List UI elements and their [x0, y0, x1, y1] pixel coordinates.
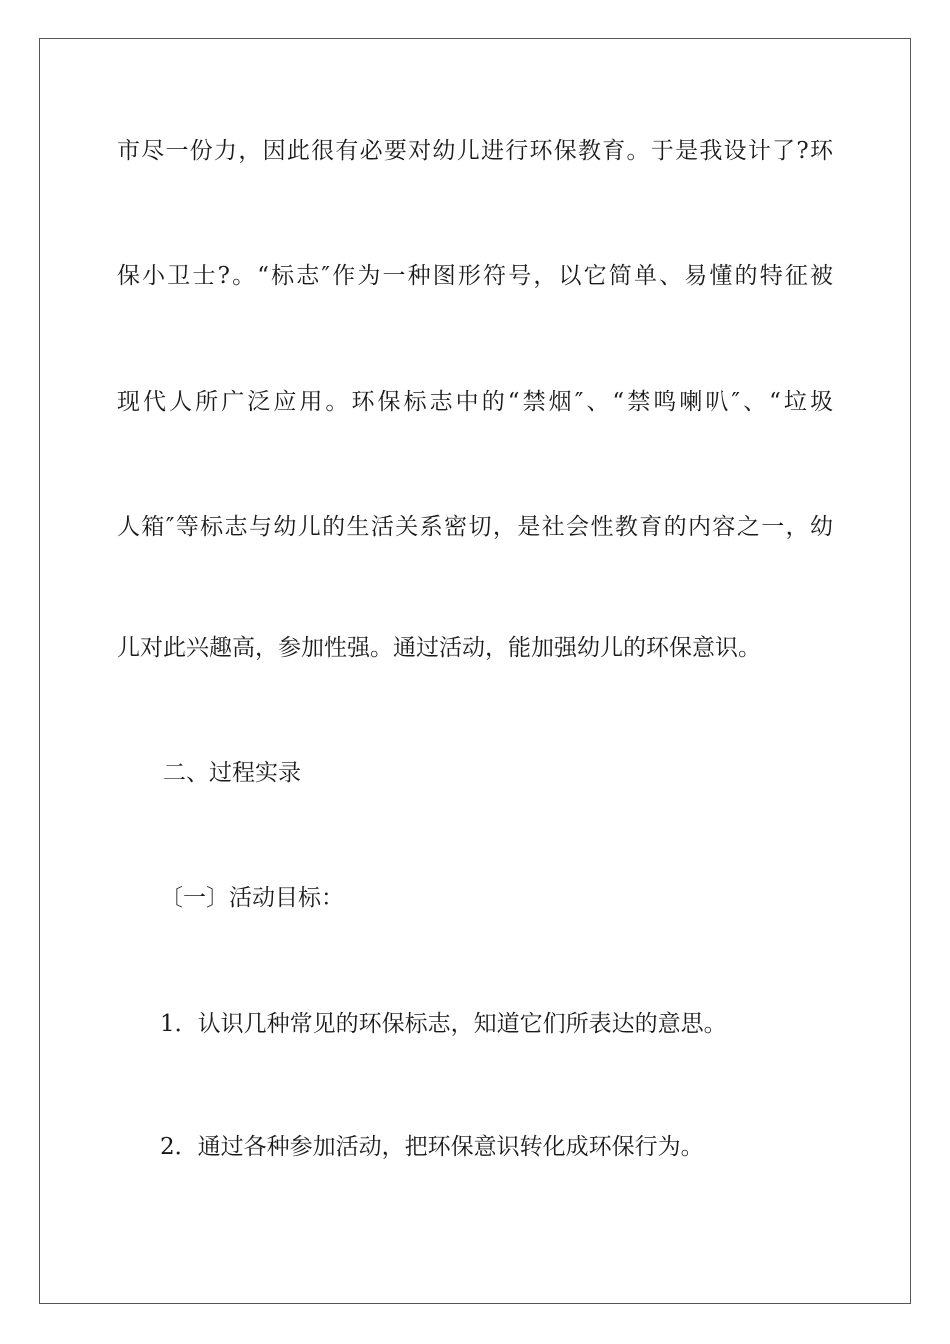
subsection-heading: 〔一〕活动目标： [160, 885, 344, 911]
goal-item-2: 2．通过各种参加活动，把环保意识转化成环保行为。 [160, 1134, 704, 1160]
paragraph-line-3: 现代人所广泛应用。环保标志中的“禁烟″、“禁鸣喇叭″、“垃圾 [117, 389, 833, 415]
paragraph-line-5: 儿对此兴趣高，参加性强。通过活动，能加强幼儿的环保意识。 [117, 635, 761, 661]
page-border [39, 38, 911, 1304]
paragraph-line-1: 市尽一份力，因此很有必要对幼儿进行环保教育。于是我设计了?环 [117, 138, 833, 164]
paragraph-line-4: 人箱″等标志与幼儿的生活关系密切，是社会性教育的内容之一，幼 [117, 514, 833, 540]
goal-item-1: 1．认识几种常见的环保标志，知道它们所表达的意思。 [160, 1011, 727, 1037]
section-heading: 二、过程实录 [163, 760, 301, 786]
paragraph-line-2: 保小卫士?。“标志″作为一种图形符号，以它简单、易懂的特征被 [117, 263, 833, 289]
